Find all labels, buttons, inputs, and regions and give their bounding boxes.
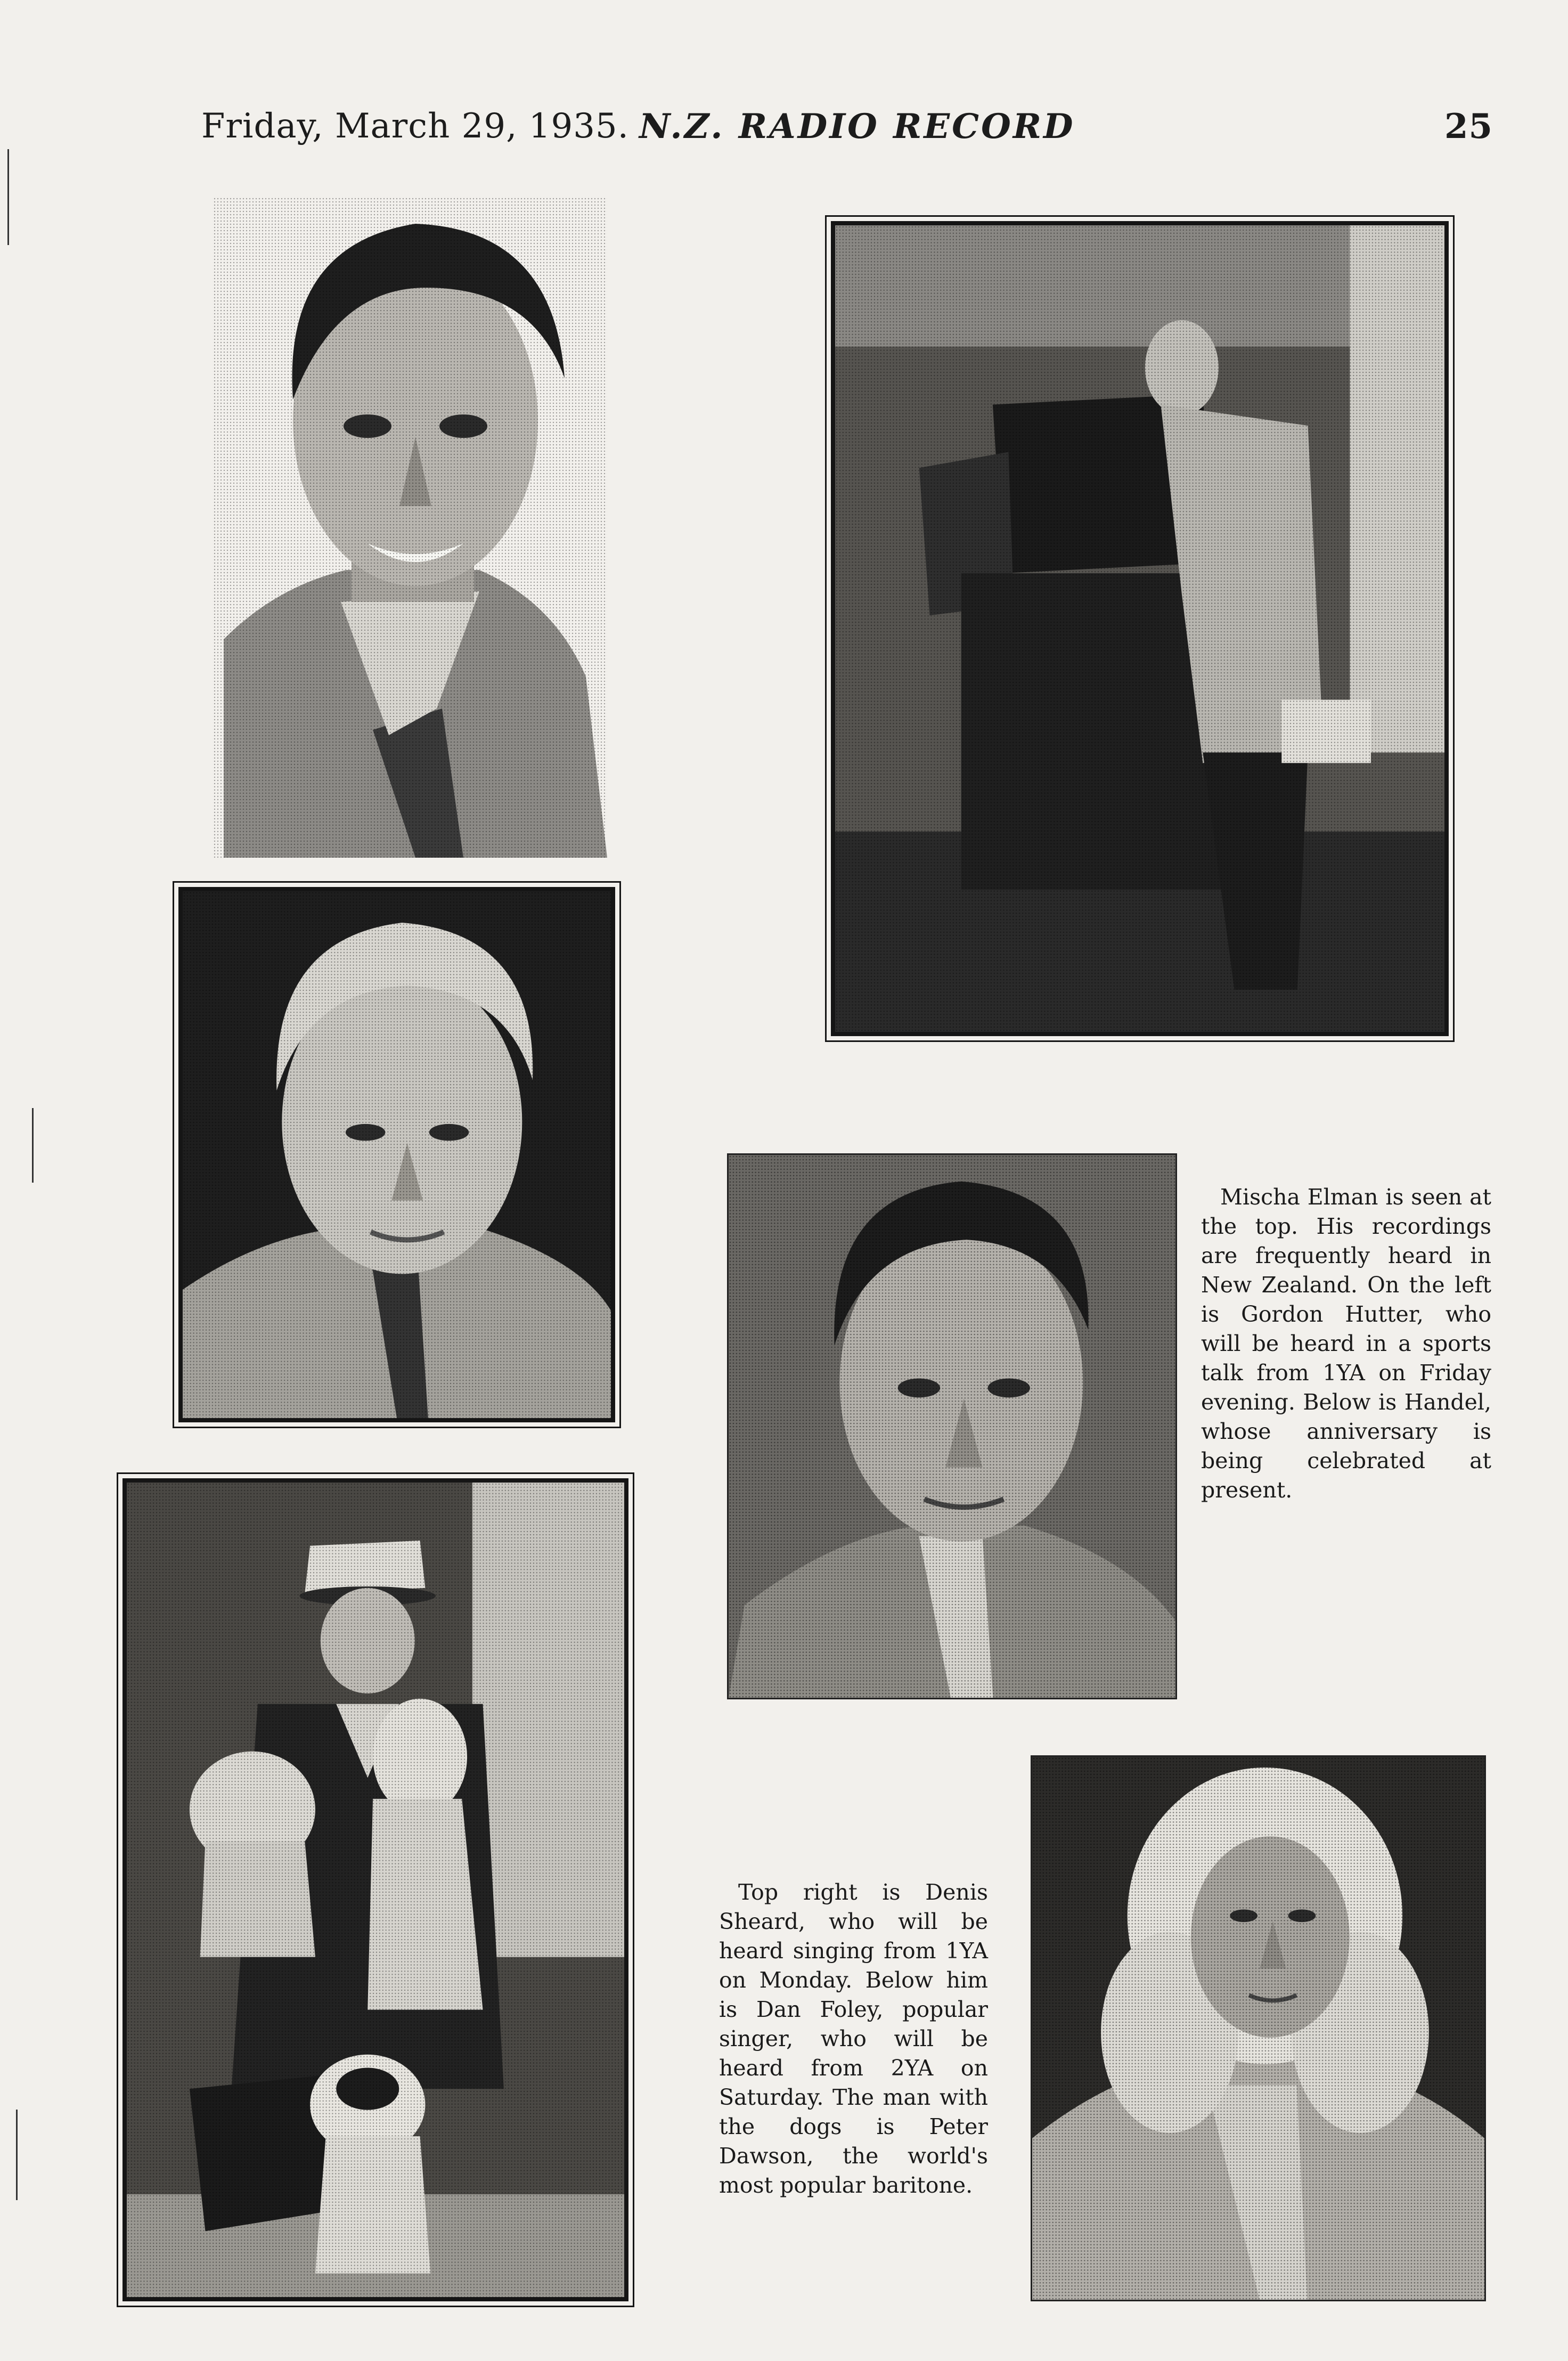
portrait-photo-top-left: [213, 197, 607, 858]
page-number: 25: [1444, 107, 1493, 146]
portrait-photo-handel: [1031, 1755, 1486, 2301]
caption-right: [1201, 1183, 1491, 1505]
issue-date: Friday, March 29, 1935.: [201, 107, 629, 146]
photo-man-with-dogs: [123, 1478, 628, 2301]
caption-right-text: Mischa Elman is seen at the top. His recordings are frequently heard in New Zealand. On the left is Gordon Hutter, who will be heard in a sports talk from 1YA on Friday evening. Below is Handel, whose anniversary is being celebrated at present.: [1201, 1184, 1491, 1503]
publication-title: N.Z. RADIO RECORD: [639, 107, 1075, 146]
binding-mark: [16, 2110, 18, 2200]
binding-mark: [32, 1108, 34, 1183]
caption-bottom-text: Top right is Denis Sheard, who will be heard singing from 1YA on Monday. Below him is Dan Foley, popular singer, who will be heard from 2YA on Saturday. The man with the dogs is Peter Dawson, the world's most popular baritone.: [719, 1879, 988, 2198]
photo-man-at-gramophone: [831, 221, 1449, 1036]
binding-mark: [7, 149, 9, 245]
portrait-photo-middle-right: [727, 1153, 1177, 1699]
caption-bottom: [719, 1878, 988, 2200]
portrait-photo-middle-left: [178, 887, 615, 1422]
